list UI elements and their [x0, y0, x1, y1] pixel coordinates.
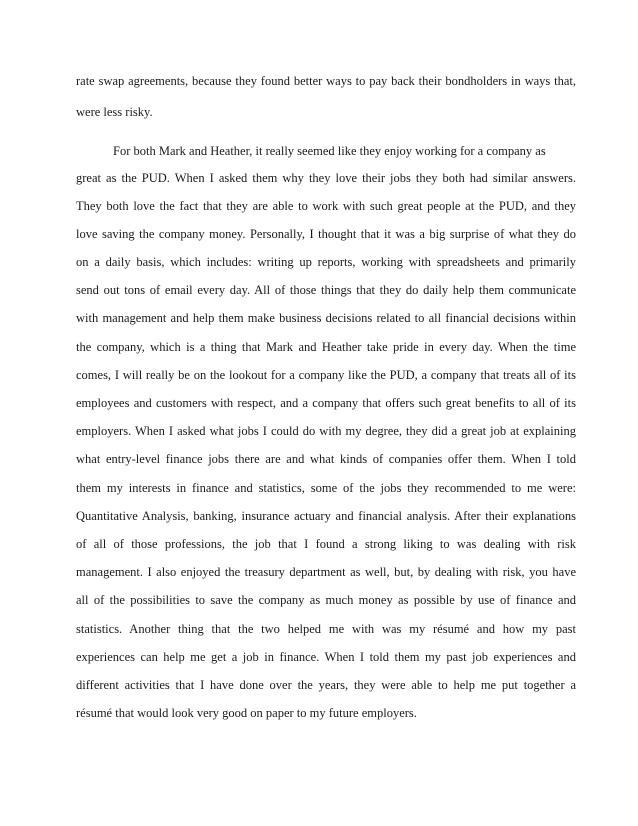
text-line: on a daily basis, which includes: writing up reports, working with spreadsheets and primarily [76, 255, 576, 269]
text-line: employers. When I asked what jobs I could do with my degree, they did a great job at explaining [76, 424, 576, 438]
text-line: management. I also enjoyed the treasury department as well, but, by dealing with risk, you have [76, 565, 576, 579]
text-line: statistics. Another thing that the two helped me with was my résumé and how my past [76, 622, 576, 636]
text-line: love saving the company money. Personally, I thought that it was a big surprise of what they do [76, 227, 576, 241]
text-line: them my interests in finance and statistics, some of the jobs they recommended to me were: [76, 481, 576, 495]
text-line: different activities that I have done over the years, they were able to help me put together a [76, 678, 576, 692]
text-line: of all of those professions, the job that I found a strong liking to was dealing with risk [76, 537, 576, 551]
text-line: employees and customers with respect, and a company that offers such great benefits to all of its [76, 396, 576, 410]
text-line: great as the PUD. When I asked them why they love their jobs they both had similar answers. [76, 171, 576, 185]
text-line: what entry-level finance jobs there are and what kinds of companies offer them. When I told [76, 452, 576, 466]
text-line: They both love the fact that they are able to work with such great people at the PUD, and they [76, 199, 576, 213]
text-line: send out tons of email every day. All of those things that they do daily help them communicate [76, 283, 576, 297]
paragraph-first-line: For both Mark and Heather, it really seemed like they enjoy working for a company as [113, 144, 546, 158]
text-line: the company, which is a thing that Mark and Heather take pride in every day. When the time [76, 340, 576, 354]
text-line: with management and help them make business decisions related to all financial decisions within [76, 311, 576, 325]
text-line: experiences can help me get a job in finance. When I told them my past job experiences and [76, 650, 576, 664]
text-line: all of the possibilities to save the company as much money as possible by use of finance and [76, 593, 576, 607]
text-line: Quantitative Analysis, banking, insurance actuary and financial analysis. After their explanations [76, 509, 576, 523]
text-line: résumé that would look very good on paper to my future employers. [76, 706, 417, 720]
text-line: comes, I will really be on the lookout for a company like the PUD, a company that treats all of its [76, 368, 576, 382]
text-line: rate swap agreements, because they found better ways to pay back their bondholders in ways that, [76, 74, 576, 88]
text-line: were less risky. [76, 105, 153, 119]
